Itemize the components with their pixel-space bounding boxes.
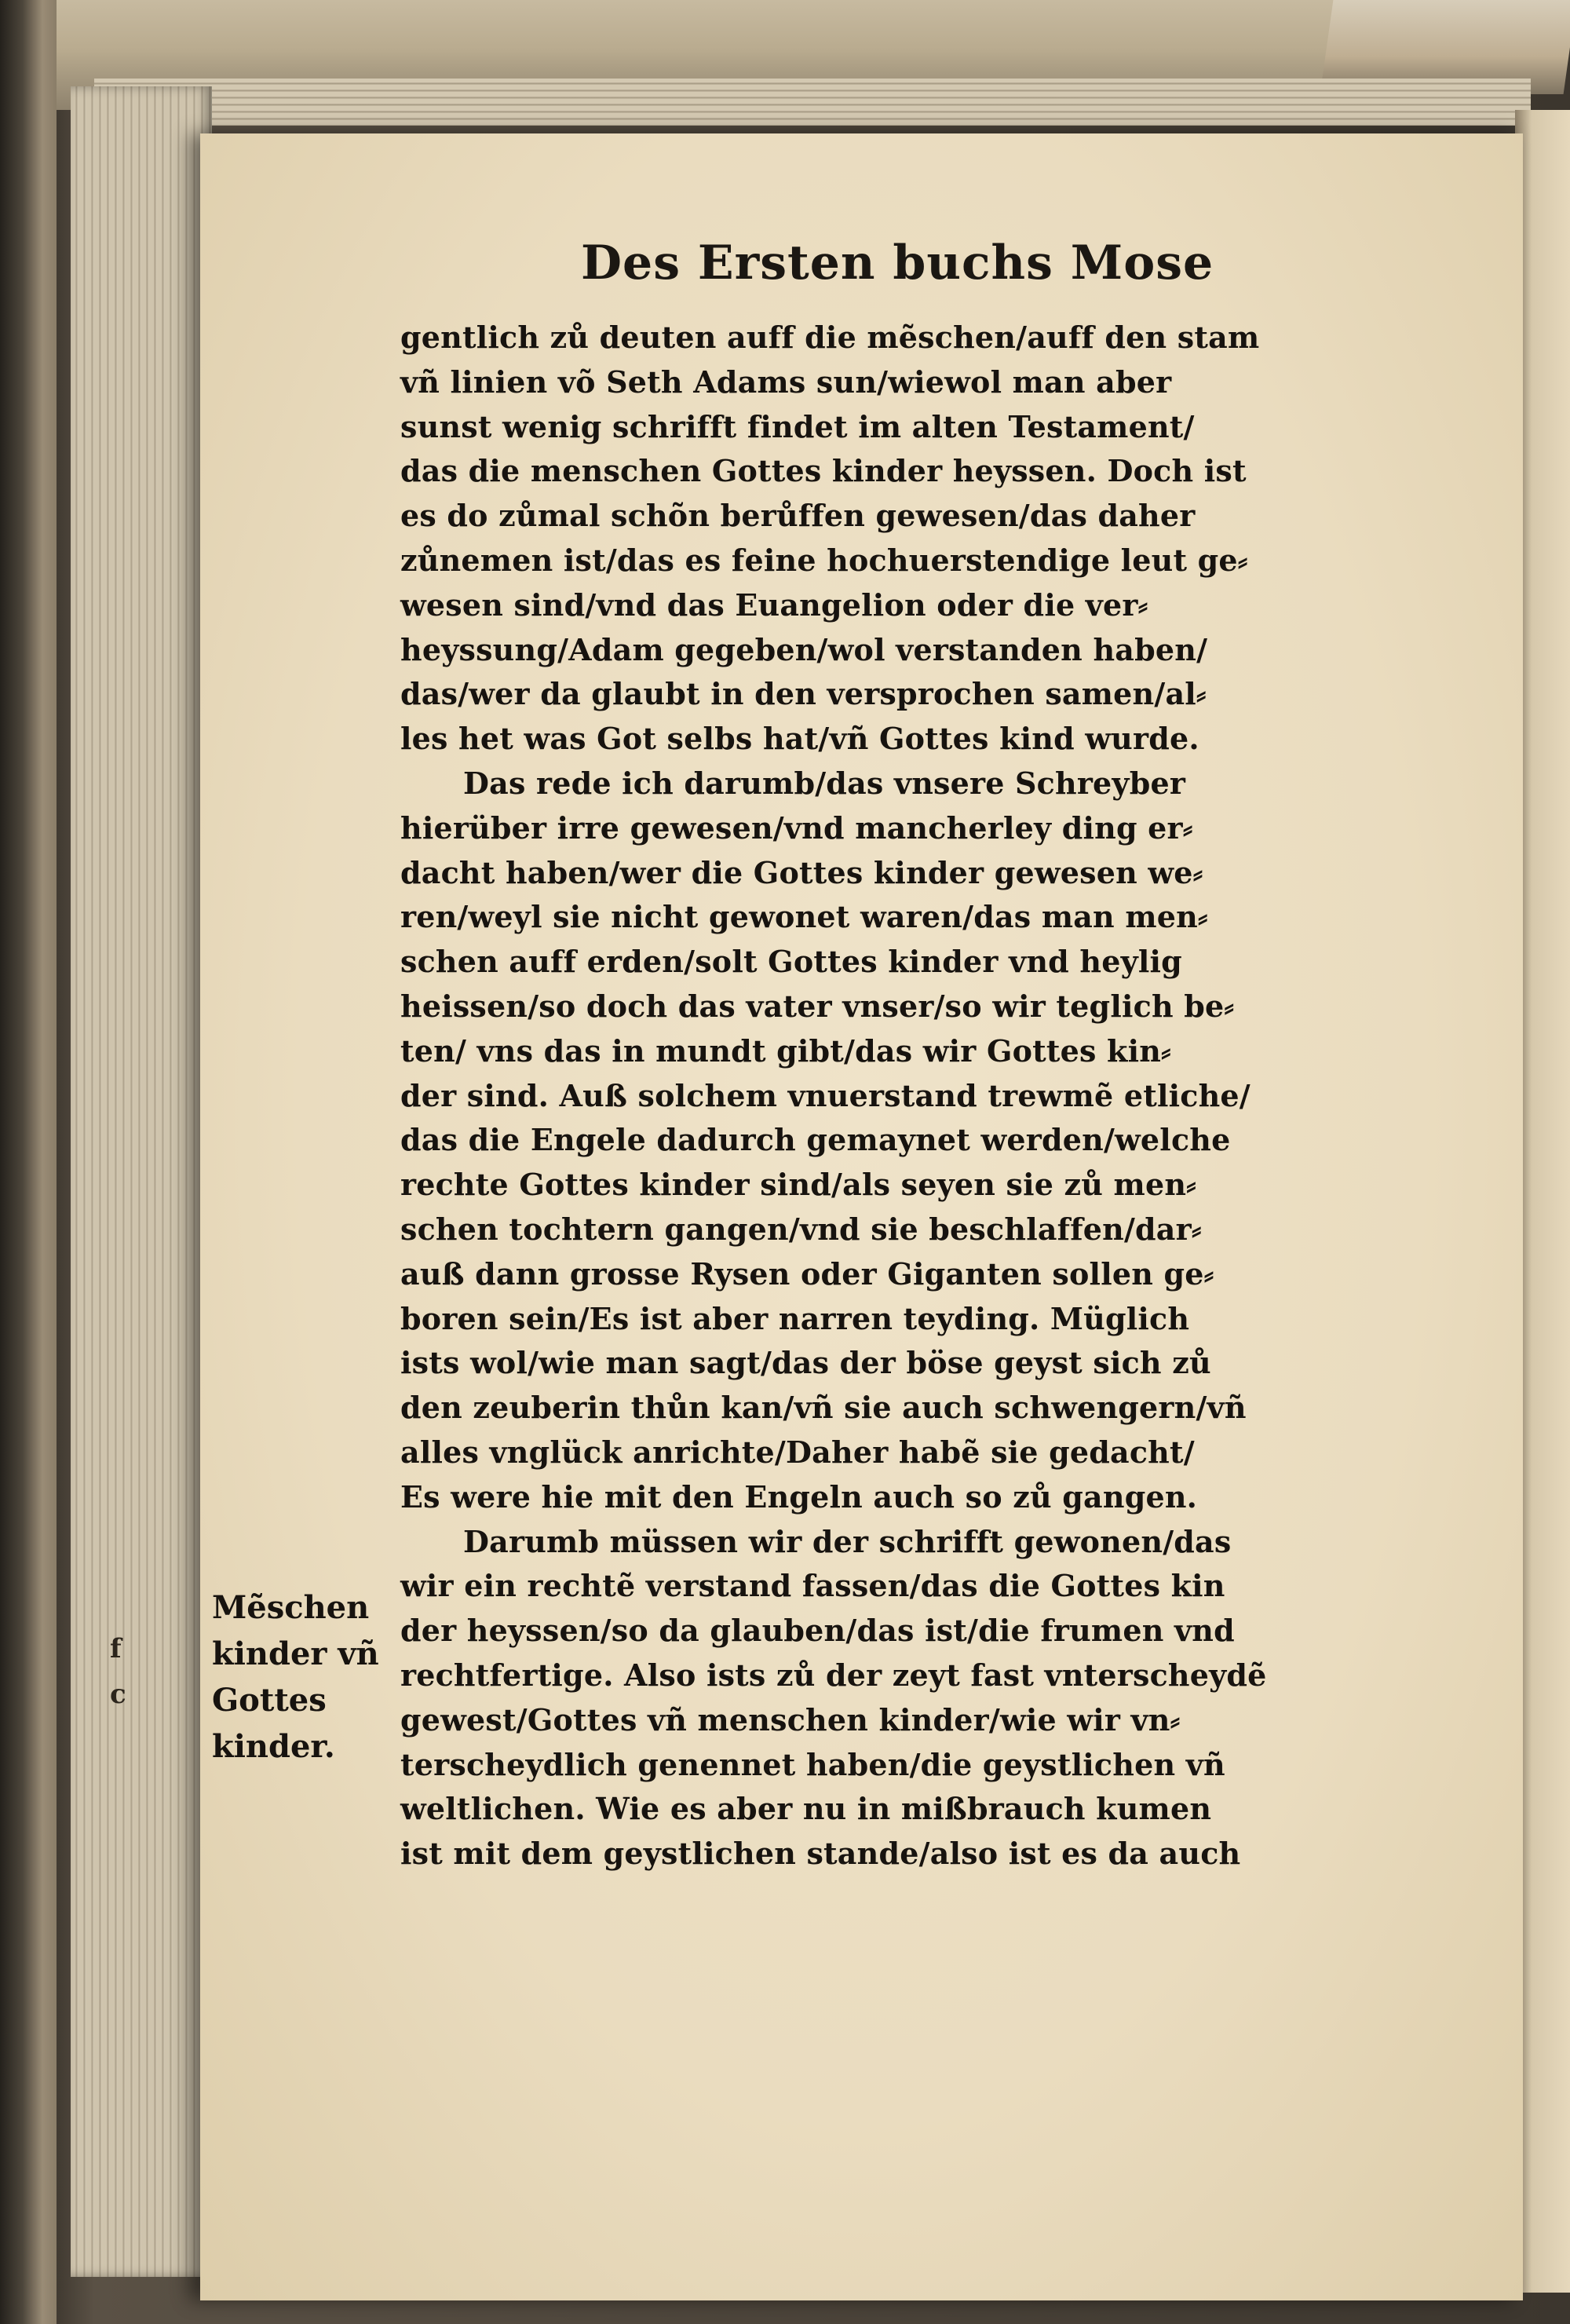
- text-line: schen tochtern gangen/vnd sie beschlaffen/dar⸗: [400, 1211, 1202, 1247]
- text-line: es do zůmal schõn berůffen gewesen/das daher: [400, 498, 1196, 534]
- facing-page-edge: [1515, 110, 1570, 2293]
- text-line: vñ linien võ Seth Adams sun/wiewol man aber: [400, 364, 1172, 400]
- body-text: [400, 316, 1342, 1876]
- margin-mark: f: [110, 1633, 122, 1664]
- text-line: Das rede ich darumb/das vnsere Schreyber: [463, 765, 1186, 801]
- text-line: heyssung/Adam gegeben/wol verstanden haben/: [400, 631, 1208, 667]
- marginal-note-line: kinder.: [212, 1728, 335, 1765]
- text-line: boren sein/Es ist aber narren teyding. Müglich: [400, 1300, 1190, 1336]
- text-line: Darumb müssen wir der schrifft gewonen/das: [463, 1523, 1232, 1559]
- margin-mark: c: [110, 1679, 126, 1710]
- text-line: weltlichen. Wie es aber nu in mißbrauch kumen: [400, 1791, 1212, 1827]
- text-line: das die menschen Gottes kinder heyssen. Doch ist: [400, 453, 1247, 489]
- running-head: Des Ersten buchs Mose: [581, 236, 1214, 290]
- text-line: Es were hie mit den Engeln auch so zů gangen.: [400, 1478, 1198, 1515]
- marginal-note-line: Mẽschen: [212, 1589, 370, 1626]
- text-line: auß dann grosse Rysen oder Giganten sollen ge⸗: [400, 1255, 1214, 1292]
- marginal-note: [212, 1584, 400, 1770]
- text-line: wesen sind/vnd das Euangelion oder die ver⸗: [400, 586, 1148, 623]
- text-line: ists wol/wie man sagt/das der böse geyst sich zů: [400, 1345, 1211, 1381]
- text-line: rechte Gottes kinder sind/als seyen sie zů men⸗: [400, 1167, 1197, 1203]
- text-line: der heyssen/so da glauben/das ist/die frumen vnd: [400, 1613, 1235, 1649]
- text-line: rechtfertige. Also ists zů der zeyt fast vnterscheydẽ: [400, 1657, 1267, 1693]
- page-stack-top: [94, 79, 1531, 126]
- text-line: ren/weyl sie nicht gewonet waren/das man men⸗: [400, 899, 1208, 935]
- page-stack-left: [71, 86, 212, 2277]
- text-line: alles vnglück anrichte/Daher habẽ sie gedacht/: [400, 1434, 1195, 1470]
- text-line: gentlich zů deuten auff die mẽschen/auff den stam: [400, 320, 1260, 355]
- text-line: zůnemen ist/das es feine hochuerstendige leut ge⸗: [400, 542, 1248, 578]
- text-line: das/wer da glaubt in den versprochen samen/al⸗: [400, 676, 1207, 712]
- text-line: ten/ vns das in mundt gibt/das wir Gottes kin⸗: [400, 1032, 1171, 1069]
- text-line: sunst wenig schrifft findet im alten Testament/: [400, 408, 1195, 444]
- text-line: dacht haben/wer die Gottes kinder gewesen we⸗: [400, 854, 1203, 890]
- book-spine: [0, 0, 57, 2324]
- text-line: gewest/Gottes vñ menschen kinder/wie wir vn⸗: [400, 1701, 1181, 1738]
- text-line: les het was Got selbs hat/vñ Gottes kind wurde.: [400, 721, 1199, 757]
- text-line: heissen/so doch das vater vnser/so wir teglich be⸗: [400, 988, 1235, 1024]
- marginal-note-line: Gottes: [212, 1682, 327, 1719]
- text-line: schen auff erden/solt Gottes kinder vnd heylig: [400, 944, 1182, 980]
- marginal-note-line: kinder vñ: [212, 1635, 379, 1672]
- text-line: der sind. Auß solchem vnuerstand trewmẽ etliche/: [400, 1077, 1251, 1113]
- text-line: wir ein rechtẽ verstand fassen/das die Gottes kin: [400, 1568, 1225, 1604]
- text-line: terscheydlich genennet haben/die geystlichen vñ: [400, 1746, 1225, 1782]
- text-line: das die Engele dadurch gemaynet werden/welche: [400, 1122, 1231, 1158]
- text-line: ist mit dem geystlichen stande/also ist es da auch: [400, 1836, 1241, 1872]
- text-line: den zeuberin thůn kan/vñ sie auch schwengern/vñ: [400, 1390, 1247, 1426]
- text-line: hierüber irre gewesen/vnd mancherley ding er⸗: [400, 809, 1193, 846]
